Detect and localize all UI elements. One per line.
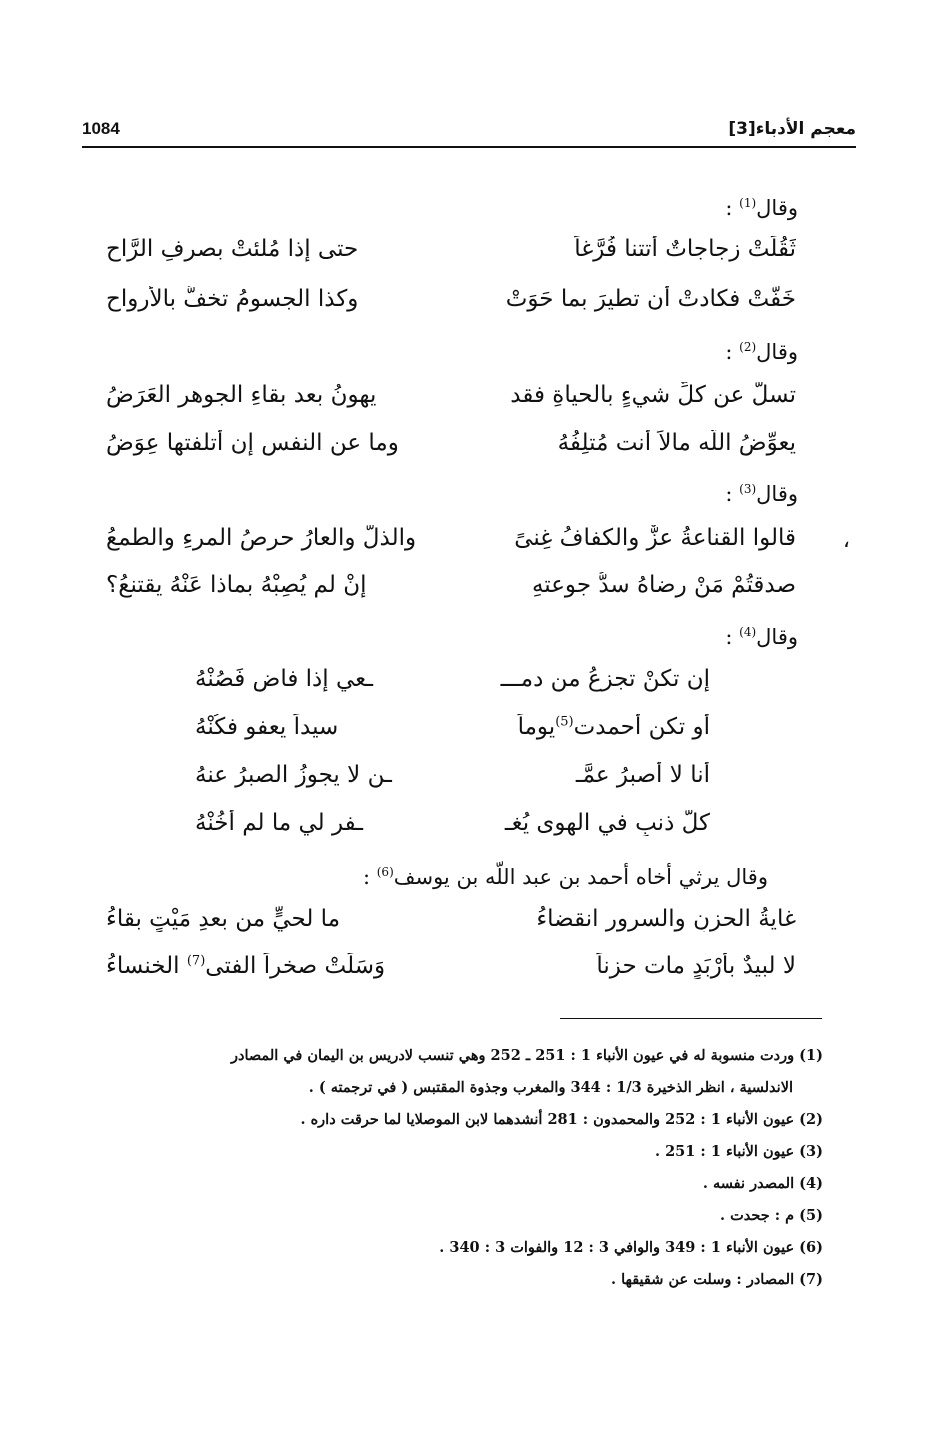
verse-first-hemistich: خَفَّتْ فكادتْ أن تطيرَ بما حَوَتْ (505, 286, 796, 312)
footnote: (5) م : جحدت . (720, 1207, 823, 1224)
verse-line (195, 752, 710, 798)
footnote: (1) وردت منسوبة له في عيون الأنباء 1 : 251 ـ 252 وهي تنسب لادريس بن اليمان في المصادر (230, 1047, 823, 1064)
poem-intro: وقال$^{(2)}$ : (725, 340, 798, 364)
verse-first-hemistich: أو تكن أحمدت$^{(5)}$يوماً (517, 714, 710, 740)
verse-second-hemistich: ـفر لي ما لم أخُنْهُ (195, 810, 364, 836)
footnote-divider (560, 1018, 822, 1019)
verse-second-hemistich: حتى إذا مُلئتْ بصرفِ الرَّاحِ (106, 236, 359, 262)
verse-second-hemistich: والذلُّ والعارُ حرصُ المرءِ والطمعُ (106, 525, 417, 551)
verse-second-hemistich: إنْ لم يُصِبْهُ بماذا عَنْهُ يقتنعُ؟ (106, 572, 367, 598)
verse-second-hemistich: ما لحيٍّ من بعدِ مَيْتٍ بقاءُ (106, 906, 341, 932)
verse-first-hemistich: صدقتُمْ مَنْ رِضاهُ سدُّ جوعتهِ (531, 572, 796, 598)
verse-second-hemistich: وَسَلَتْ صخراً الفتى$^{(7)}$ الخنساءُ (106, 953, 386, 979)
verse-line (195, 704, 710, 750)
verse-line (106, 562, 796, 608)
verse-line (106, 943, 796, 989)
verse-second-hemistich: ـعي إذا فاض فَصُنْهُ (195, 666, 373, 692)
verse-second-hemistich: يهونُ بعد بقاءِ الجوهرِ العَرَضُ (106, 382, 377, 408)
running-title: معجم الأدباء[3] (728, 119, 856, 139)
footnote: (7) المصادر : وسلت عن شقيقها . (611, 1271, 823, 1288)
footnotes (83, 1040, 823, 1296)
footnote-ref: (7) (186, 953, 206, 969)
verse-first-hemistich: تسلَّ عن كلِّ شيءٍ بالحياةِ فقد (510, 382, 796, 408)
poem-intro: وقال$^{(3)}$ : (725, 482, 798, 506)
verse-line (106, 276, 796, 322)
verse-first-hemistich: إن تكنْ تجزعُ من دمـــ (500, 666, 710, 692)
poem-intro: وقال$^{(1)}$ : (725, 196, 798, 220)
verse-line (106, 226, 796, 272)
margin-mark: ، (842, 528, 850, 553)
page-header (82, 112, 856, 148)
verse-first-hemistich: لا لبيدٌ بأرْبَدٍ مات حزناً (596, 953, 796, 979)
page-number: 1084 (82, 119, 120, 138)
footnote: (3) عيون الأنباء 1 : 251 . (654, 1143, 823, 1160)
verse-second-hemistich: وكذا الجسومُ تخفُّ بالأرواحِ (106, 286, 359, 312)
footnote-continuation: الاندلسية ، انظر الذخيرة 1/3 : 344 والمغرب وجذوة المقتبس ( في ترجمته ) . (308, 1079, 793, 1096)
footnote: (4) المصدر نفسه . (702, 1175, 823, 1192)
verse-line (195, 656, 710, 702)
verse-line (106, 420, 796, 466)
verse-first-hemistich: كلُّ ذنبٍ في الهوى يُغـ (504, 810, 710, 836)
footnote: (2) عيون الأنباء 1 : 252 والمحمدون : 281 أنشدهما لابن الموصلايا لما حرقت داره . (300, 1111, 823, 1128)
verse-line (195, 800, 710, 846)
verse-line (106, 896, 796, 942)
verse-line (106, 372, 796, 418)
footnote-ref: (5) (555, 714, 574, 730)
verse-first-hemistich: يعوِّضُ اللّه مالاً أنت مُتلِفُهُ (557, 430, 796, 456)
footnote: (6) عيون الأنباء 1 : 349 والوافي 3 : 12 والفوات 3 : 340 . (439, 1239, 823, 1256)
poem-intro: وقال$^{(4)}$ : (725, 625, 798, 649)
verse-first-hemistich: قالوا القناعةُ عزٌّ والكفافُ غِنىً (514, 525, 796, 551)
poem-intro: وقال يرثي أخاه أحمد بن عبد اللّه بن يوسف$^{(6)}$ : (362, 865, 768, 889)
verse-first-hemistich: ثَقُلَتْ زجاجاتٌ أتتنا فُرَّغاً (574, 236, 796, 262)
verse-line (106, 515, 796, 561)
verse-first-hemistich: أنا لا أصبرُ عمَّـ (575, 762, 710, 788)
verse-second-hemistich: سيداً يعفو فكُنْهُ (195, 714, 339, 740)
verse-second-hemistich: وما عن النفسِ إن أتلفتها عِوَضُ (106, 430, 399, 456)
verse-first-hemistich: غايةُ الحزنِ والسرورِ انقضاءُ (536, 906, 796, 932)
verse-second-hemistich: ـن لا يجوزُ الصبرُ عنهُ (195, 762, 392, 788)
